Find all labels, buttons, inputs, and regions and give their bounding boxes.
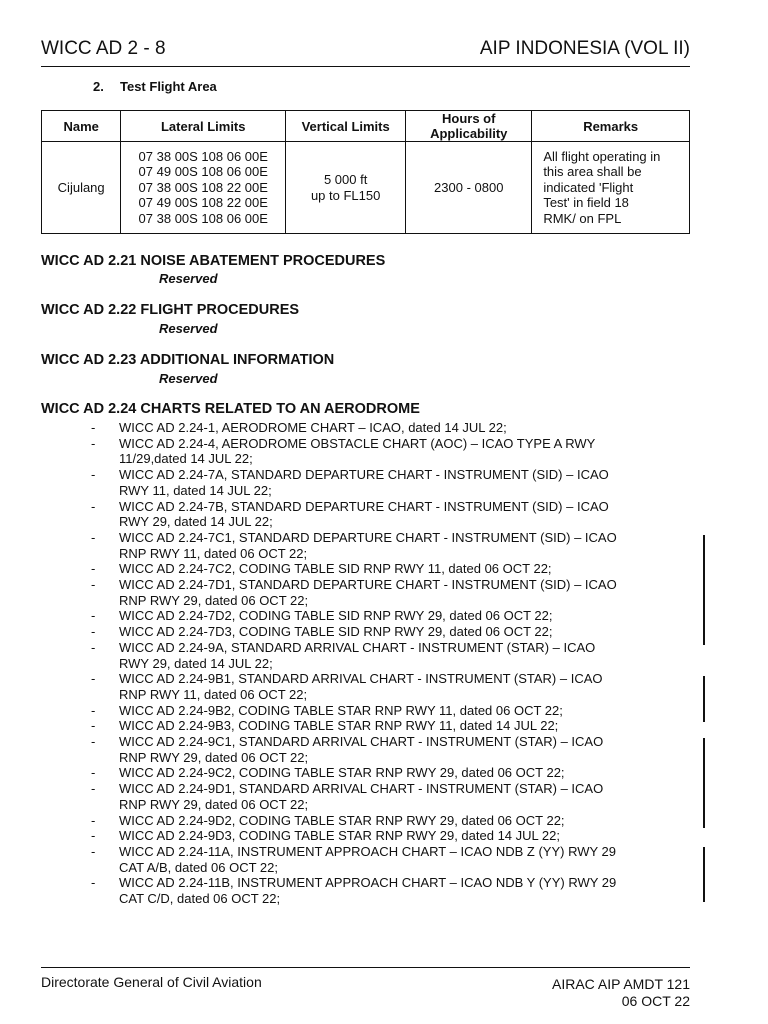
list-item-text: WICC AD 2.24-9C1, STANDARD ARRIVAL CHART - INSTRUMENT (STAR) – ICAO <box>119 734 604 750</box>
list-item-text: WICC AD 2.24-9B2, CODING TABLE STAR RNP RWY 11, dated 06 OCT 22; <box>119 702 563 718</box>
list-item-text: WICC AD 2.24-7D3, CODING TABLE SID RNP RWY 29, dated 06 OCT 22; <box>119 624 553 640</box>
list-bullet: - <box>91 781 96 797</box>
list-item <box>41 813 701 829</box>
remarks-line: Test' in field 18 <box>543 195 629 211</box>
footer-authority: Directorate General of Civil Aviation <box>41 974 262 990</box>
lateral-coordinate: 07 38 00S 108 06 00E <box>138 210 268 226</box>
list-bullet: - <box>91 624 96 640</box>
list-bullet: - <box>91 671 96 687</box>
list-bullet: - <box>91 828 96 844</box>
list-item-text: WICC AD 2.24-7D2, CODING TABLE SID RNP RWY 29, dated 06 OCT 22; <box>119 608 553 624</box>
list-item <box>41 499 701 530</box>
list-item-text: WICC AD 2.24-7D1, STANDARD DEPARTURE CHART - INSTRUMENT (SID) – ICAO <box>119 577 617 593</box>
list-item-text: RWY 29, dated 14 JUL 22; <box>119 514 273 530</box>
change-bar <box>703 847 705 902</box>
list-item <box>41 765 701 781</box>
list-item <box>41 577 701 608</box>
list-item-text: WICC AD 2.24-9D3, CODING TABLE STAR RNP RWY 29, dated 14 JUL 22; <box>119 828 560 844</box>
list-item-text: RNP RWY 29, dated 06 OCT 22; <box>119 749 309 765</box>
list-item <box>41 734 701 765</box>
list-item <box>41 624 701 640</box>
list-bullet: - <box>91 577 96 593</box>
section-title-text: Test Flight Area <box>120 79 217 94</box>
cell-vertical-limits <box>286 142 406 234</box>
lateral-coordinate: 07 49 00S 108 06 00E <box>138 164 268 180</box>
list-item-text: RNP RWY 11, dated 06 OCT 22; <box>119 545 308 561</box>
test-flight-area-table <box>41 110 690 234</box>
list-item-text: RNP RWY 11, dated 06 OCT 22; <box>119 686 308 702</box>
list-item-text: RNP RWY 29, dated 06 OCT 22; <box>119 592 309 608</box>
change-bar <box>703 676 705 722</box>
list-item <box>41 530 701 561</box>
column-header-vertical-limits: Vertical Limits <box>286 111 406 142</box>
list-bullet: - <box>91 498 96 514</box>
list-item-text: WICC AD 2.24-7A, STANDARD DEPARTURE CHART - INSTRUMENT (SID) – ICAO <box>119 467 609 483</box>
list-bullet: - <box>91 529 96 545</box>
charts-list <box>41 420 701 907</box>
heading-charts-related: WICC AD 2.24 CHARTS RELATED TO AN AERODROME <box>41 401 420 417</box>
lateral-coordinate: 07 38 00S 108 06 00E <box>138 148 268 164</box>
column-header-lateral-limits: Lateral Limits <box>121 111 286 142</box>
list-bullet: - <box>91 812 96 828</box>
remarks-line: All flight operating in <box>543 148 661 164</box>
heading-additional-information: WICC AD 2.23 ADDITIONAL INFORMATION <box>41 352 335 368</box>
list-item-text: WICC AD 2.24-7C2, CODING TABLE SID RNP RWY 11, dated 06 OCT 22; <box>119 561 552 577</box>
heading-flight-procedures: WICC AD 2.22 FLIGHT PROCEDURES <box>41 302 300 318</box>
lateral-coordinate: 07 49 00S 108 22 00E <box>138 195 268 211</box>
list-item-text: WICC AD 2.24-1, AERODROME CHART – ICAO, dated 14 JUL 22; <box>119 420 507 435</box>
header-document-id: WICC AD 2 - 8 <box>41 38 166 59</box>
remarks-line: RMK/ on FPL <box>543 210 622 226</box>
footer-amendment-number: AIRAC AIP AMDT 121 <box>552 976 690 992</box>
list-item <box>41 561 701 577</box>
list-bullet: - <box>91 435 96 451</box>
heading-noise-abatement: WICC AD 2.21 NOISE ABATEMENT PROCEDURES <box>41 253 386 269</box>
list-item-text: WICC AD 2.24-4, AERODROME OBSTACLE CHART (AOC) – ICAO TYPE A RWY <box>119 435 596 451</box>
column-header-remarks: Remarks <box>532 111 690 142</box>
list-item-text: WICC AD 2.24-9C2, CODING TABLE STAR RNP RWY 29, dated 06 OCT 22; <box>119 765 565 781</box>
list-bullet: - <box>91 608 96 624</box>
vertical-limit-lower: 5 000 ft <box>323 171 368 187</box>
list-item <box>41 608 701 624</box>
list-item-text: WICC AD 2.24-9B1, STANDARD ARRIVAL CHART - INSTRUMENT (STAR) – ICAO <box>119 671 603 687</box>
list-item <box>41 844 701 875</box>
reserved-note: Reserved <box>159 371 218 386</box>
cell-remarks <box>532 142 690 234</box>
list-item-text: CAT C/D, dated 06 OCT 22; <box>119 891 281 907</box>
column-header-hours: Hours of Applicability <box>406 111 532 142</box>
list-item <box>41 703 701 719</box>
list-item-text: RWY 29, dated 14 JUL 22; <box>119 655 273 671</box>
change-bar <box>703 535 705 645</box>
list-item-text: WICC AD 2.24-9B3, CODING TABLE STAR RNP RWY 11, dated 14 JUL 22; <box>119 718 559 734</box>
list-item-text: RNP RWY 29, dated 06 OCT 22; <box>119 796 309 812</box>
cell-name: Cijulang <box>42 142 121 234</box>
table-header-row <box>42 111 690 142</box>
footer-amendment <box>552 976 690 1010</box>
list-item <box>41 718 701 734</box>
list-item-text: WICC AD 2.24-7B, STANDARD DEPARTURE CHART - INSTRUMENT (SID) – ICAO <box>119 498 609 514</box>
list-bullet: - <box>91 718 96 734</box>
list-bullet: - <box>91 467 96 483</box>
section-number: 2. <box>93 79 104 94</box>
list-item-text: RWY 11, dated 14 JUL 22; <box>119 482 272 498</box>
reserved-note: Reserved <box>159 271 218 286</box>
list-item <box>41 671 701 702</box>
list-item-text: WICC AD 2.24-9D2, CODING TABLE STAR RNP RWY 29, dated 06 OCT 22; <box>119 812 565 828</box>
list-bullet: - <box>91 734 96 750</box>
vertical-limit-upper: up to FL150 <box>310 187 381 203</box>
list-item <box>41 781 701 812</box>
remarks-line: indicated 'Flight <box>543 179 634 195</box>
list-bullet: - <box>91 561 96 577</box>
change-bar <box>703 738 705 828</box>
list-item-text: WICC AD 2.24-11B, INSTRUMENT APPROACH CHART – ICAO NDB Y (YY) RWY 29 <box>119 875 617 891</box>
footer-amendment-date: 06 OCT 22 <box>621 993 690 1009</box>
list-item-text: WICC AD 2.24-11A, INSTRUMENT APPROACH CHART – ICAO NDB Z (YY) RWY 29 <box>119 843 617 859</box>
list-bullet: - <box>91 702 96 718</box>
list-item-text: 11/29,dated 14 JUL 22; <box>119 451 253 467</box>
remarks-line: this area shall be <box>543 164 642 180</box>
list-item <box>41 467 701 498</box>
list-item <box>41 420 701 436</box>
cell-lateral-limits <box>121 142 286 234</box>
list-item <box>41 875 701 906</box>
list-bullet: - <box>91 765 96 781</box>
footer-rule <box>41 967 690 968</box>
list-item-text: WICC AD 2.24-9A, STANDARD ARRIVAL CHART - INSTRUMENT (STAR) – ICAO <box>119 639 596 655</box>
header-publication-title: AIP INDONESIA (VOL II) <box>479 38 690 59</box>
column-header-name: Name <box>42 111 121 142</box>
list-item-text: CAT A/B, dated 06 OCT 22; <box>119 859 278 875</box>
list-item <box>41 436 701 467</box>
section-title <box>93 79 217 94</box>
header-rule <box>41 66 690 67</box>
list-bullet: - <box>91 843 96 859</box>
list-bullet: - <box>91 639 96 655</box>
table-row <box>42 142 690 234</box>
list-bullet: - <box>91 875 96 891</box>
list-item-text: WICC AD 2.24-7C1, STANDARD DEPARTURE CHART - INSTRUMENT (SID) – ICAO <box>119 529 617 545</box>
list-item <box>41 828 701 844</box>
list-item-text: WICC AD 2.24-9D1, STANDARD ARRIVAL CHART - INSTRUMENT (STAR) – ICAO <box>119 781 604 797</box>
list-bullet: - <box>91 420 96 435</box>
list-item <box>41 640 701 671</box>
cell-hours: 2300 - 0800 <box>406 142 532 234</box>
lateral-coordinate: 07 38 00S 108 22 00E <box>138 179 268 195</box>
reserved-note: Reserved <box>159 321 218 336</box>
